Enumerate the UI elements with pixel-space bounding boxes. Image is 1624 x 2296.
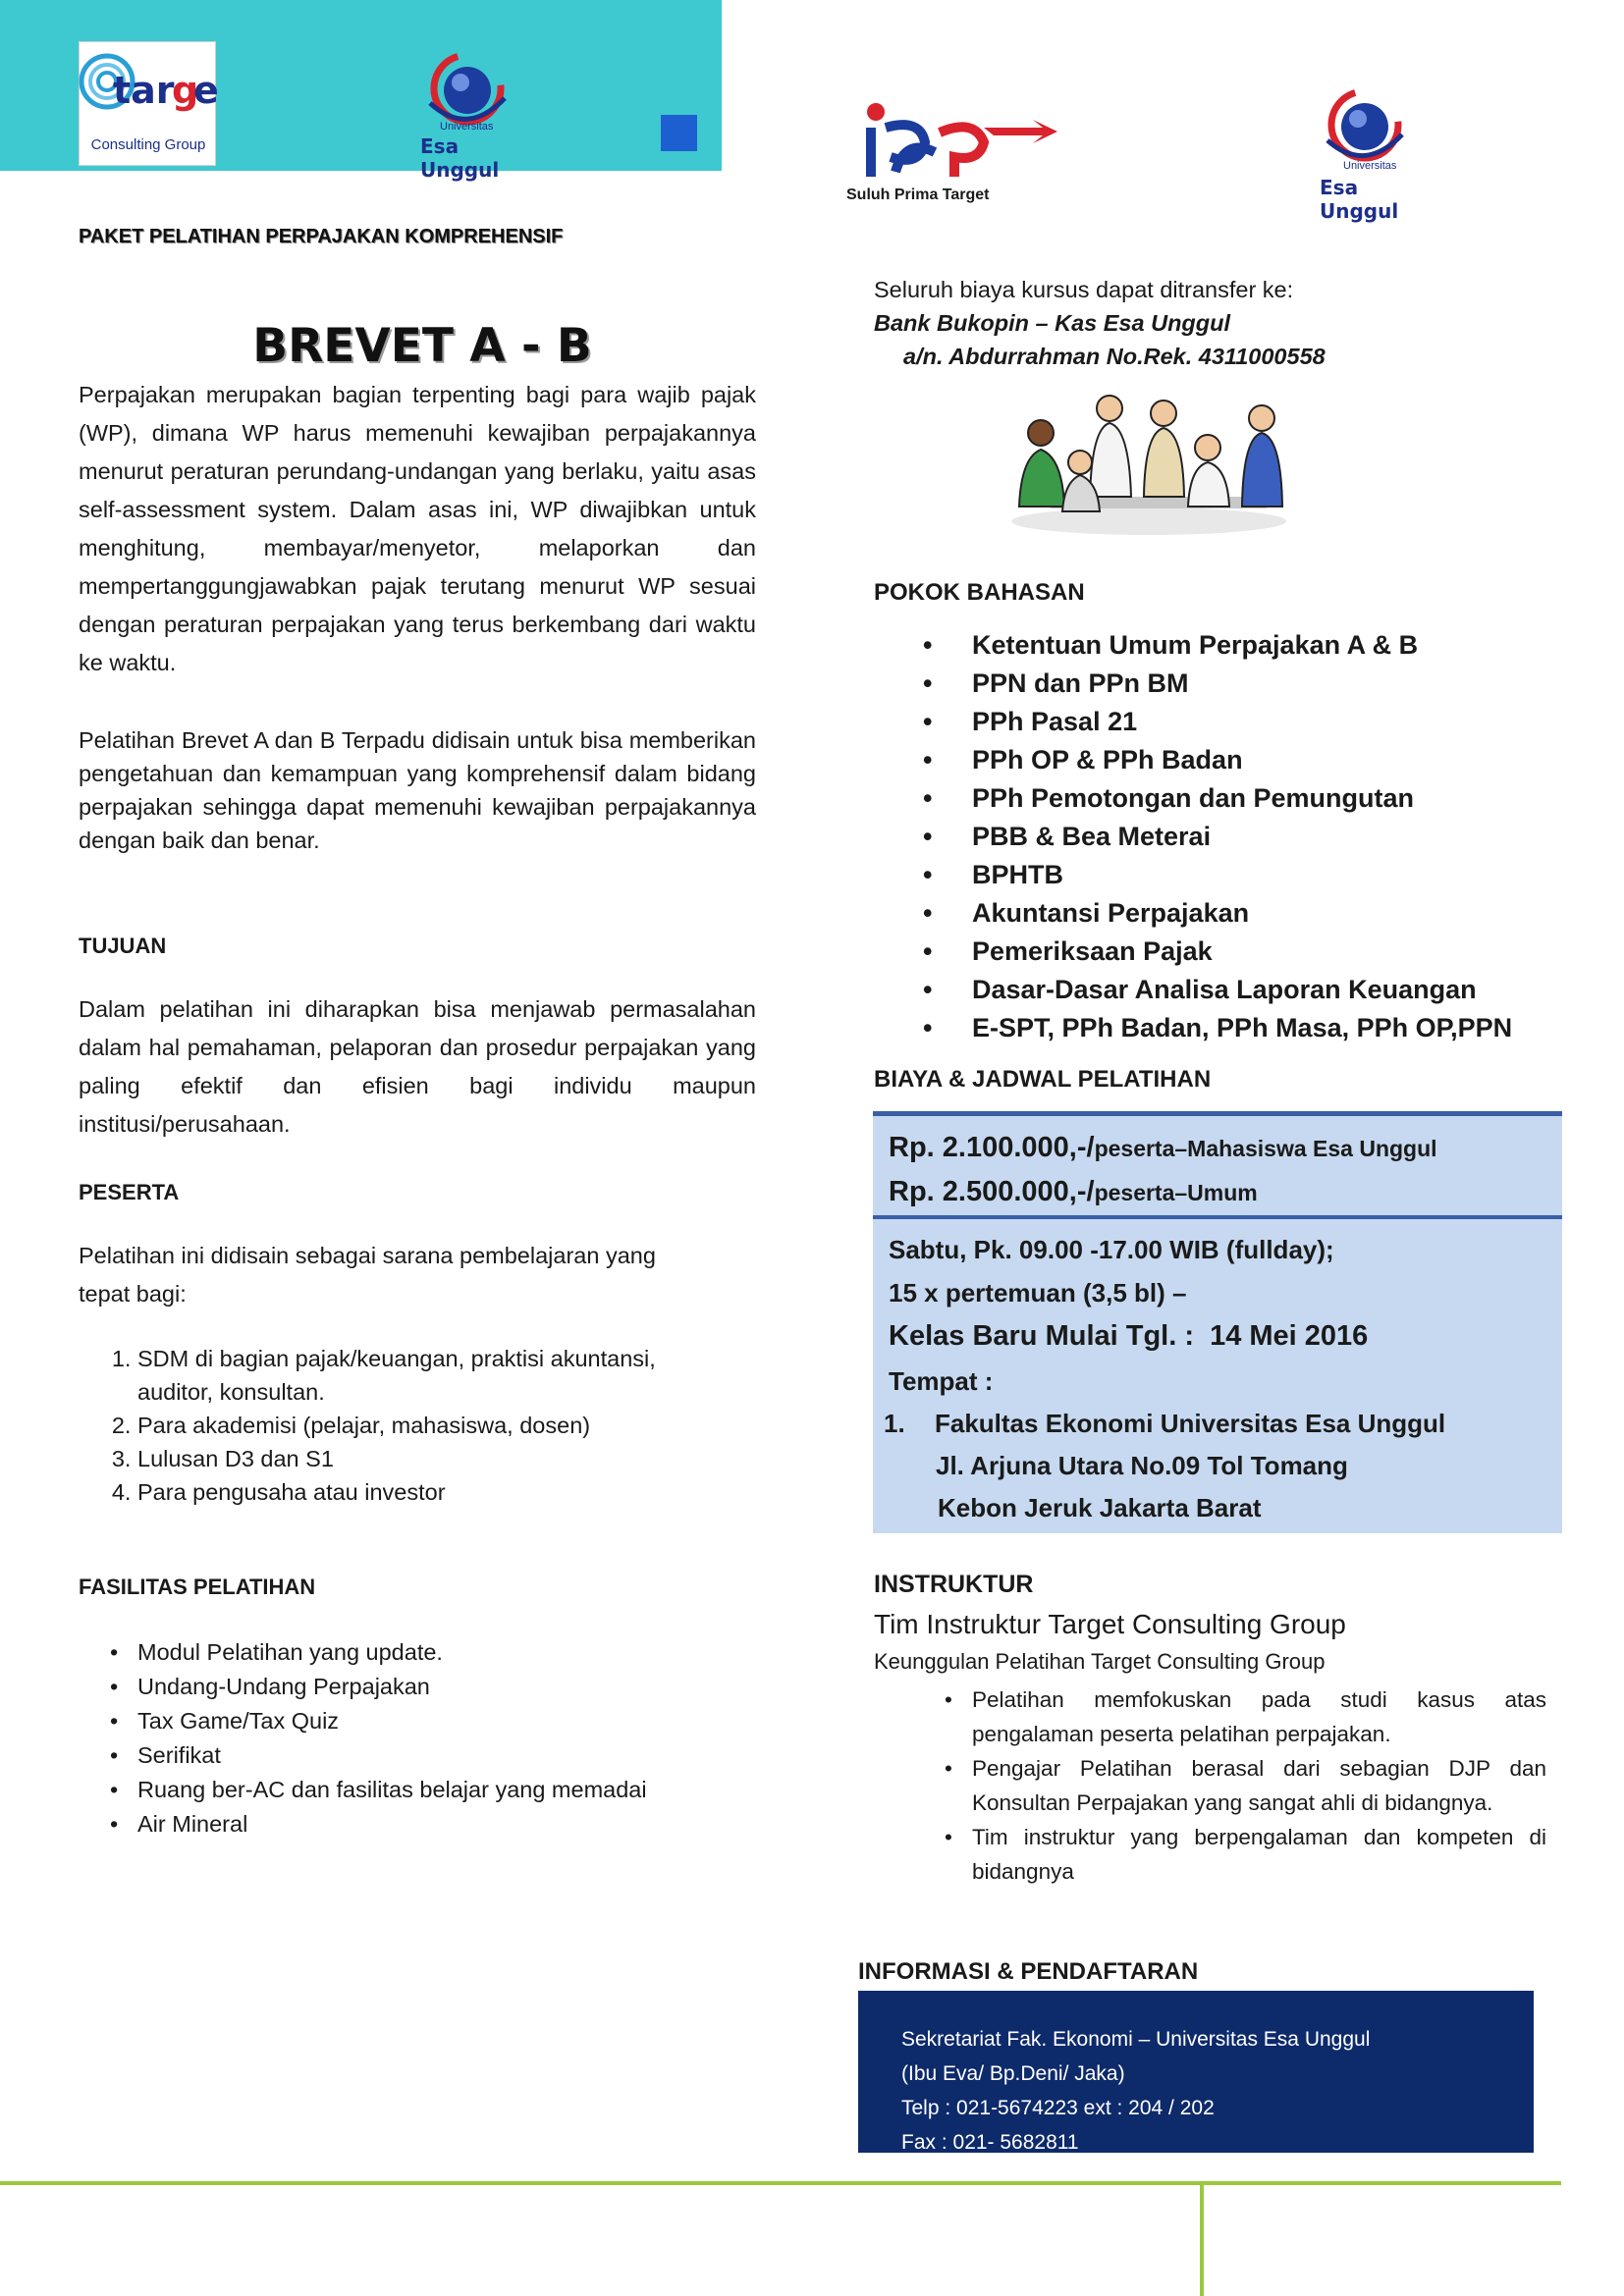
tempat-line-3: Kebon Jeruk Jakarta Barat xyxy=(938,1493,1262,1522)
suluh-prima-target-logo xyxy=(846,98,1072,211)
list-item: • Dasar-Dasar Analisa Laporan Keuangan xyxy=(874,971,1561,1009)
svg-text:g: g xyxy=(172,69,199,112)
list-item: 2. Para akademisi (pelajar, mahasiswa, dosen) xyxy=(137,1409,727,1442)
list-item: • Akuntansi Perpajakan xyxy=(874,894,1561,933)
intro-paragraph-2: Pelatihan Brevet A dan B Terpadu didisain untuk bisa memberikan pengetahuan dan kemampuan yang komprehensif dalam bidang perpajakan sehingga dapat memenuhi kewajiban perpajakannya dengan baik dan benar. xyxy=(79,727,756,853)
instruktur-list xyxy=(874,1682,1546,1889)
program-kicker: PAKET PELATIHAN PERPAJAKAN KOMPREHENSIF xyxy=(79,226,564,247)
svg-text:e: e xyxy=(193,69,219,112)
esa-unggul-logo-right xyxy=(1306,83,1443,223)
list-item: • Pengajar Pelatihan berasal dari sebagian DJP dan Konsultan Perpajakan yang sangat ahli di bidangnya. xyxy=(972,1751,1546,1820)
list-item: • Modul Pelatihan yang update. xyxy=(137,1635,756,1670)
tempat-line-1: Fakultas Ekonomi Universitas Esa Unggul xyxy=(935,1409,1446,1438)
info-secretariat: Sekretariat Fak. Ekonomi – Universitas Esa Unggul xyxy=(901,2028,1371,2051)
esa-logo-right-small: Universitas xyxy=(1343,160,1397,172)
pokok-list xyxy=(874,626,1561,1047)
instruktur-list-wrap xyxy=(874,1682,1546,1889)
price-mahasiswa-amount: Rp. 2.100.000,-/ xyxy=(889,1132,1095,1163)
tempat-label: Tempat : xyxy=(889,1366,994,1396)
list-item: • Pelatihan memfokuskan pada studi kasus atas pengalaman peserta pelatihan perpajakan. xyxy=(972,1682,1546,1751)
esa-unggul-logo-left xyxy=(410,44,528,182)
kelas-label: Kelas Baru Mulai Tgl. : xyxy=(889,1320,1194,1352)
list-item: • Air Mineral xyxy=(137,1807,756,1842)
fasilitas-heading: FASILITAS PELATIHAN xyxy=(79,1575,316,1599)
tempat-number: 1. xyxy=(884,1409,905,1438)
transfer-account: a/n. Abdurrahman No.Rek. 4311000558 xyxy=(903,344,1326,369)
list-item: • PPh Pemotongan dan Pemungutan xyxy=(874,779,1561,818)
transfer-line-1: Seluruh biaya kursus dapat ditransfer ke: xyxy=(874,277,1294,302)
spt-logo-caption: Suluh Prima Target xyxy=(846,187,990,203)
list-item: 4. Para pengusaha atau investor xyxy=(137,1475,727,1509)
list-item: • Ketentuan Umum Perpajakan A & B xyxy=(874,626,1561,665)
page-title: BREVET A - B xyxy=(252,319,592,373)
list-item: • PPN dan PPn BM xyxy=(874,665,1561,703)
people-illustration-icon xyxy=(992,389,1316,544)
list-item: • Ruang ber-AC dan fasilitas belajar yang memadai xyxy=(137,1773,756,1807)
pokok-list-wrap xyxy=(874,626,1561,1047)
list-item: • PPh Pasal 21 xyxy=(874,703,1561,741)
informasi-box xyxy=(858,1991,1534,2153)
peserta-list-wrap xyxy=(79,1342,727,1509)
info-contacts: (Ibu Eva/ Bp.Deni/ Jaka) xyxy=(901,2062,1125,2085)
instruktur-heading: INSTRUKTUR xyxy=(874,1571,1034,1598)
schedule-sessions: 15 x pertemuan (3,5 bl) – xyxy=(889,1278,1187,1308)
biaya-mid-rule xyxy=(873,1215,1562,1219)
esa-unggul-globe-icon xyxy=(410,44,528,133)
esa-logo-left-small: Universitas xyxy=(440,121,494,133)
transfer-block xyxy=(874,273,1561,373)
list-item: • Serifikat xyxy=(137,1738,756,1773)
pokok-heading: POKOK BAHASAN xyxy=(874,579,1085,606)
list-item: • PBB & Bea Meterai xyxy=(874,818,1561,856)
training-people-illustration xyxy=(992,389,1316,544)
list-item: • E-SPT, PPh Badan, PPh Masa, PPh OP,PPN xyxy=(874,1009,1561,1047)
schedule-day: Sabtu, Pk. 09.00 -17.00 WIB (fullday); xyxy=(889,1235,1334,1264)
instruktur-lead: Keunggulan Pelatihan Target Consulting Group xyxy=(874,1649,1326,1674)
kelas-date: 14 Mei 2016 xyxy=(1210,1320,1369,1352)
tempat-line-2: Jl. Arjuna Utara No.09 Tol Tomang xyxy=(936,1451,1348,1480)
footer-rule xyxy=(0,2181,1561,2185)
list-item: 3. Lulusan D3 dan S1 xyxy=(137,1442,727,1475)
peserta-heading: PESERTA xyxy=(79,1180,180,1204)
list-item: • Pemeriksaan Pajak xyxy=(874,933,1561,971)
footer-divider xyxy=(1200,2183,1204,2296)
esa-logo-left-name: Esa Unggul xyxy=(420,134,500,182)
decorative-square xyxy=(661,115,697,151)
list-item: • Undang-Undang Perpajakan xyxy=(137,1670,756,1704)
peserta-lead: Pelatihan ini didisain sebagai sarana pembelajaran yang tepat bagi: xyxy=(79,1243,656,1307)
instruktur-team: Tim Instruktur Target Consulting Group xyxy=(874,1609,1346,1639)
intro-paragraph: Perpajakan merupakan bagian terpenting bagi para wajib pajak (WP), dimana WP harus memenuhi kewajiban perpajakannya menurut peraturan perundang-undangan yang berlaku, yaitu asas self-assessment system. Dalam asas ini, WP diwajibkan untuk menghitung, membayar/menyetor, melaporkan dan mempertanggungjawabkan pajak terutang menurut WP sesuai dengan peraturan perpajakan yang terus berkembang dari waktu ke waktu. xyxy=(79,382,756,675)
list-item: • BPHTB xyxy=(874,856,1561,894)
list-item: • Tim instruktur yang berpengalaman dan kompeten di bidangnya xyxy=(972,1820,1546,1889)
target-logo-caption: Consulting Group xyxy=(90,136,206,153)
biaya-top-rule xyxy=(873,1111,1562,1116)
tujuan-text: Dalam pelatihan ini diharapkan bisa menjawab permasalahan dalam hal pemahaman, pelaporan dan prosedur perpajakan yang paling efektif dan efisien bagi individu maupun institusi/perusahaan. xyxy=(79,996,756,1137)
tujuan-heading: TUJUAN xyxy=(79,934,167,958)
spt-logo-icon xyxy=(846,98,1072,187)
price-umum-suffix: peserta–Umum xyxy=(1094,1180,1258,1205)
kelas-start xyxy=(889,1320,1368,1353)
transfer-bank: Bank Bukopin – Kas Esa Unggul xyxy=(874,310,1231,336)
svg-text:tar: tar xyxy=(113,69,175,112)
price-umum-amount: Rp. 2.500.000,-/ xyxy=(889,1176,1095,1207)
list-item: • PPh OP & PPh Badan xyxy=(874,741,1561,779)
esa-unggul-globe-icon xyxy=(1306,83,1424,172)
price-mahasiswa xyxy=(889,1132,1437,1164)
list-item: 1. SDM di bagian pajak/keuangan, praktisi akuntansi, auditor, konsultan. xyxy=(137,1342,727,1409)
informasi-heading: INFORMASI & PENDAFTARAN xyxy=(858,1958,1199,1985)
price-umum xyxy=(889,1176,1258,1208)
price-mahasiswa-suffix: peserta–Mahasiswa Esa Unggul xyxy=(1094,1136,1437,1161)
peserta-list xyxy=(79,1342,727,1509)
info-fax: Fax : 021- 5682811 xyxy=(901,2131,1079,2154)
target-consulting-logo xyxy=(79,41,219,166)
esa-logo-right-name: Esa Unggul xyxy=(1320,176,1399,223)
fasilitas-list xyxy=(79,1635,756,1842)
biaya-heading: BIAYA & JADWAL PELATIHAN xyxy=(874,1066,1212,1093)
list-item: • Tax Game/Tax Quiz xyxy=(137,1704,756,1738)
fasilitas-list-wrap xyxy=(79,1635,756,1842)
info-telp: Telp : 021-5674223 ext : 204 / 202 xyxy=(901,2097,1215,2119)
